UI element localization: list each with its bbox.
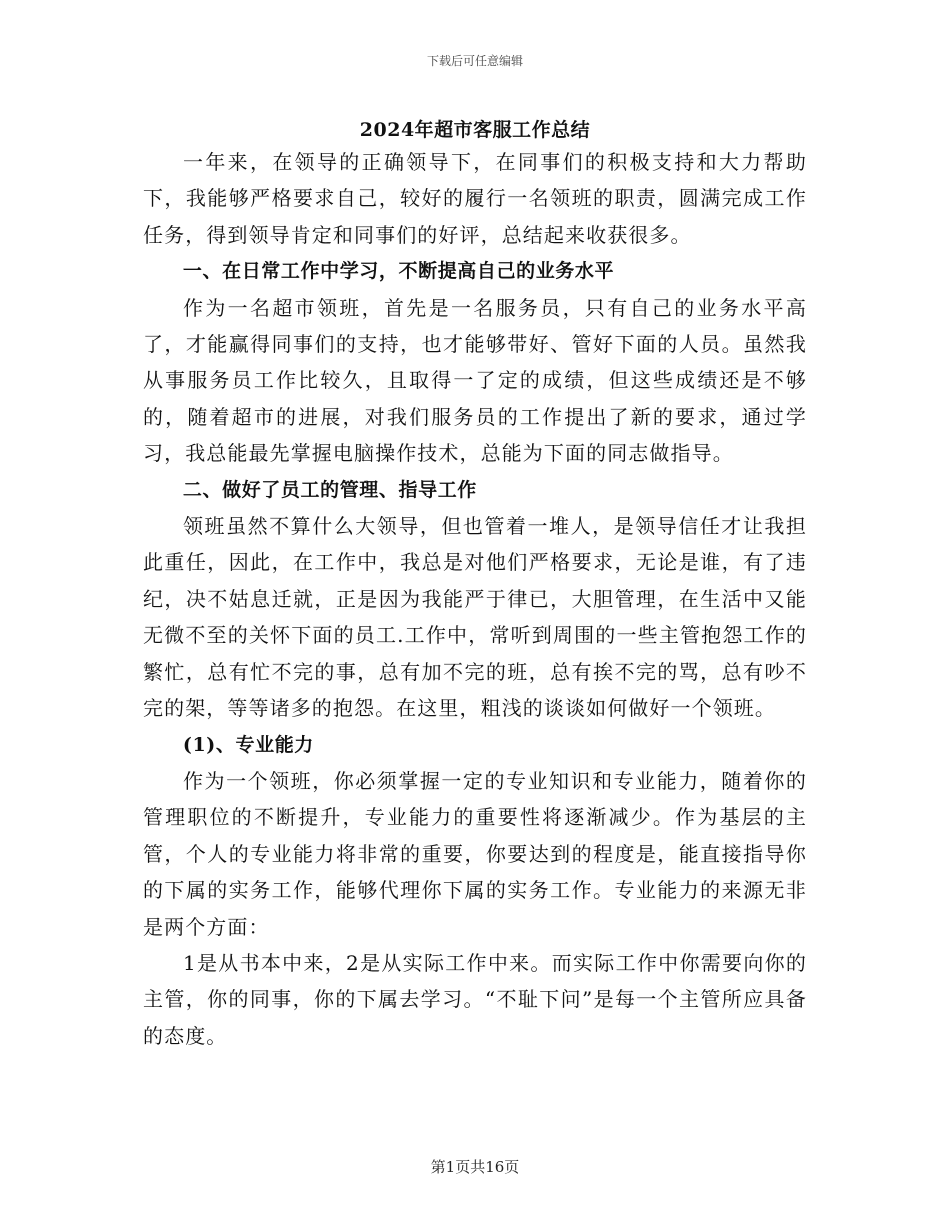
intro-paragraph: 一年来，在领导的正确领导下，在同事们的积极支持和大力帮助下，我能够严格要求自己，较好的履行一名领班的职责，圆满完成工作任务，得到领导肯定和同事们的好评，总结起来收获很多。 — [143, 150, 807, 247]
subsection1-paragraph: 作为一个领班，你必须掌握一定的专业知识和专业能力，随着你的管理职位的不断提升，专业能力的重要性将逐渐减少。作为基层的主管，个人的专业能力将非常的重要，你要达到的程度是，能直接指导你的下属的实务工作，能够代理你下属的实务工作。专业能力的来源无非是两个方面： — [143, 768, 807, 939]
section2-heading: 二、做好了员工的管理、指导工作 — [182, 478, 477, 501]
document-title: 2024年超市客服工作总结 — [359, 119, 591, 141]
page-footer: 第1页共16页 — [430, 1158, 520, 1176]
document-body — [143, 144, 807, 1054]
section1-heading: 一、在日常工作中学习，不断提高自己的业务水平 — [182, 260, 615, 283]
section2-paragraph: 领班虽然不算什么大领导，但也管着一堆人，是领导信任才让我担此重任，因此，在工作中，我总是对他们严格要求，无论是谁，有了违纪，决不姑息迁就，正是因为我能严于律已，大胆管理，在生活中又能无微不至的关怀下面的员工.工作中，常听到周围的一些主管抱怨工作的繁忙，总有忙不完的事，总有加不完的班，总有挨不完的骂，总有吵不完的架，等等诸多的抱怨。在这里，粗浅的谈谈如何做好一个领班。 — [143, 514, 807, 721]
page-header: 下载后可任意编辑 — [426, 54, 523, 68]
section1-paragraph: 作为一名超市领班，首先是一名服务员，只有自己的业务水平高了，才能赢得同事们的支持，也才能够带好、管好下面的人员。虽然我从事服务员工作比较久，且取得一了定的成绩，但这些成绩还是不够的，随着超市的进展，对我们服务员的工作提出了新的要求，通过学习，我总能最先掌握电脑操作技术，总能为下面的同志做指导。 — [143, 295, 807, 466]
subsection1-heading: (1)、专业能力 — [182, 733, 314, 756]
subsection1-paragraph-2: 1是从书本中来，2是从实际工作中来。而实际工作中你需要向你的主管，你的同事，你的下属去学习。“不耻下问”是每一个主管所应具备的态度。 — [143, 950, 807, 1048]
